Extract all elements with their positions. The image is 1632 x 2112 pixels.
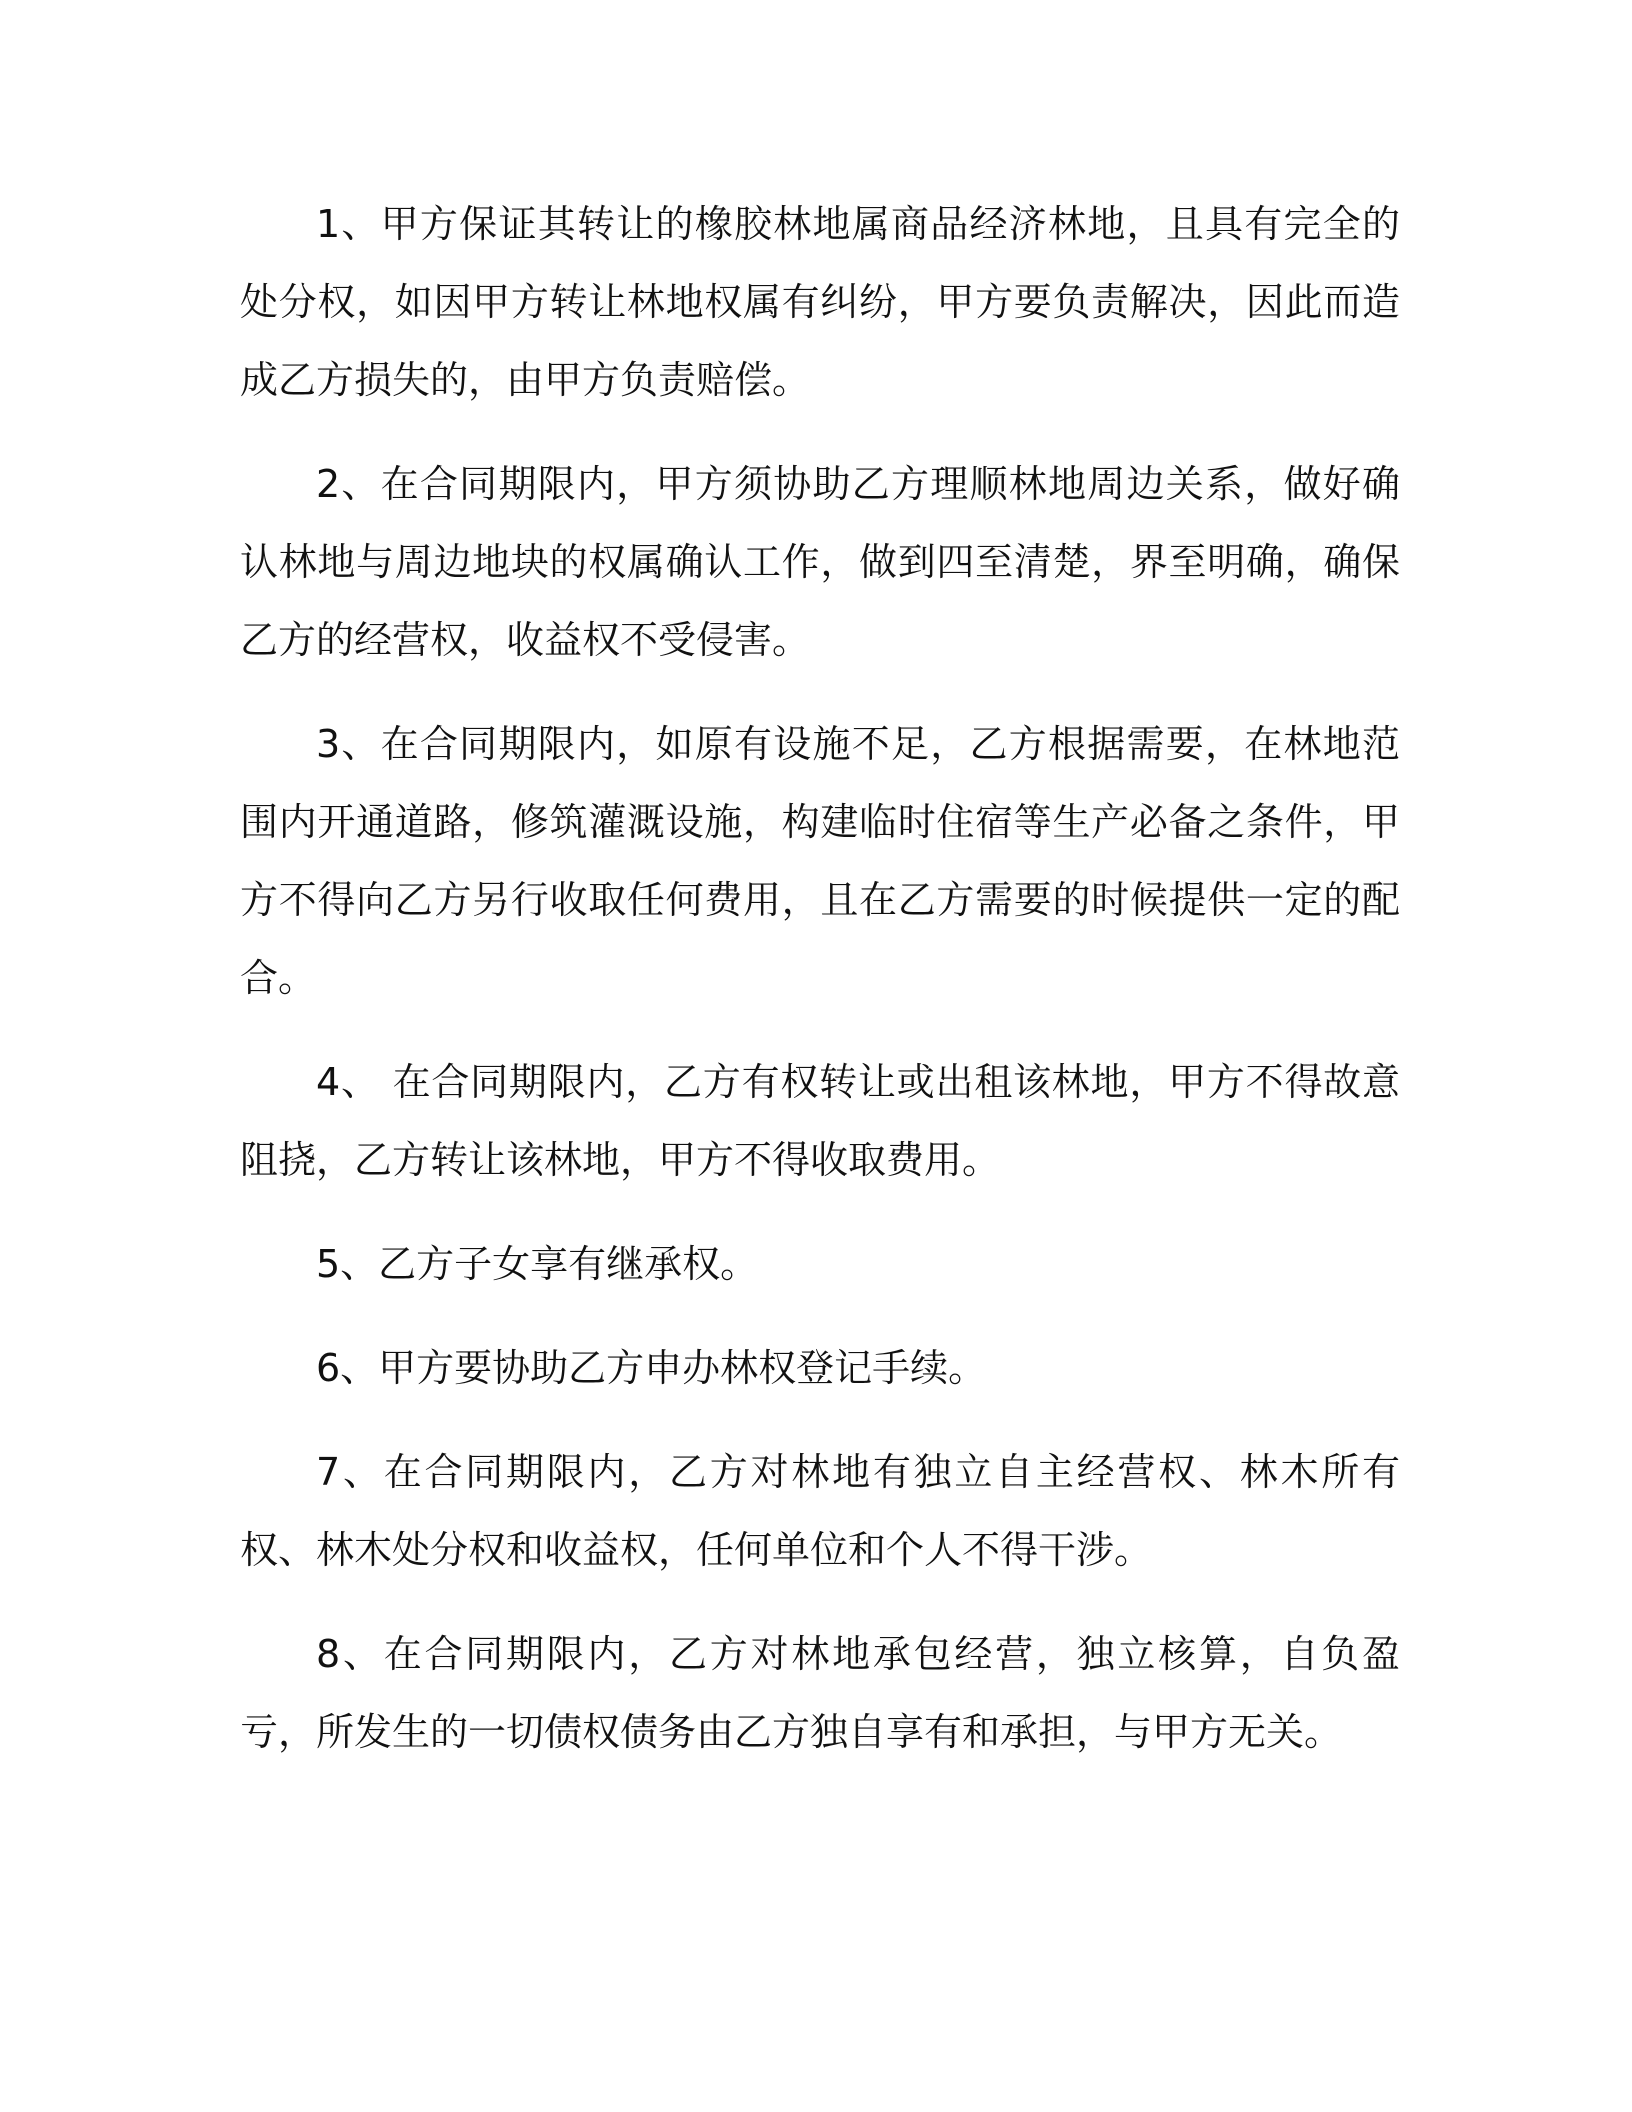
- clause-3: 3、在合同期限内，如原有设施不足，乙方根据需要，在林地范围内开通道路，修筑灌溉设施，构建临时住宿等生产必备之条件，甲方不得向乙方另行收取任何费用，且在乙方需要的时候提供一定的配合。: [240, 722, 1400, 1000]
- clause-1: 1、甲方保证其转让的橡胶林地属商品经济林地，且具有完全的处分权，如因甲方转让林地权属有纠纷，甲方要负责解决，因此而造成乙方损失的，由甲方负责赔偿。: [240, 202, 1400, 402]
- clause-2: 2、在合同期限内，甲方须协助乙方理顺林地周边关系，做好确认林地与周边地块的权属确认工作，做到四至清楚，界至明确，确保乙方的经营权，收益权不受侵害。: [240, 462, 1400, 662]
- clause-5: 5、乙方子女享有继承权。: [316, 1242, 759, 1286]
- clause-4: 4、 在合同期限内，乙方有权转让或出租该林地，甲方不得故意阻挠，乙方转让该林地，甲方不得收取费用。: [240, 1060, 1400, 1182]
- clause-7: 7、在合同期限内，乙方对林地有独立自主经营权、林木所有权、林木处分权和收益权，任何单位和个人不得干涉。: [240, 1450, 1400, 1572]
- clause-6: 6、甲方要协助乙方申办林权登记手续。: [316, 1346, 987, 1390]
- clause-8: 8、在合同期限内，乙方对林地承包经营，独立核算，自负盈亏，所发生的一切债权债务由乙方独自享有和承担，与甲方无关。: [240, 1632, 1400, 1754]
- document-body: [240, 185, 1400, 1797]
